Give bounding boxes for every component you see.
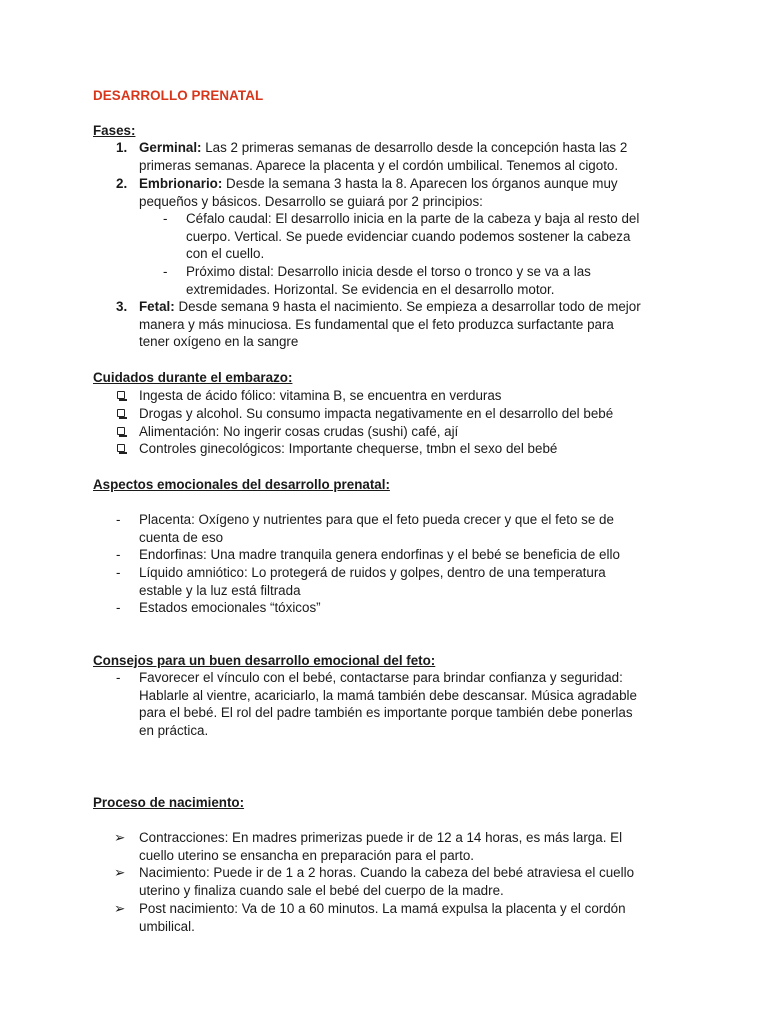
list-item-text: manera y más minuciosa. Es fundamental que el feto produzca surfactante para: [139, 316, 614, 332]
list-item-favorecer-vinculo: [139, 669, 637, 739]
list-item-post-nacimiento: [139, 900, 626, 935]
list-item-text: uterino y finaliza cuando sale el bebé del cuerpo de la madre.: [139, 882, 504, 898]
list-item-text: tener oxígeno en la sangre: [139, 334, 299, 350]
list-item-text: cuenta de eso: [139, 529, 224, 545]
section-heading-cuidados: Cuidados durante el embarazo:: [93, 370, 293, 385]
list-item-text: Desde semana 9 hasta el nacimiento. Se empieza a desarrollar todo de mejor: [174, 299, 641, 314]
list-item-text: en práctica.: [139, 722, 209, 738]
list-item-text: Las 2 primeras semanas de desarrollo desde la concepción hasta las 2: [201, 140, 628, 155]
list-item-text: pequeños y básicos. Desarrollo se guiará por 2 principios:: [139, 193, 483, 209]
term-label: Fetal:: [139, 299, 175, 314]
list-item-text: umbilical.: [139, 918, 195, 934]
list-item: Alimentación: No ingerir cosas crudas (sushi) café, ají: [139, 424, 459, 439]
list-marker: -: [116, 670, 121, 685]
list-item: Ingesta de ácido fólico: vitamina B, se encuentra en verduras: [139, 388, 502, 403]
list-number: 1.: [116, 140, 128, 155]
arrow-bullet-icon: ➢: [114, 865, 126, 880]
list-item-text: Próximo distal: Desarrollo inicia desde el torso o tronco y se va a las: [186, 264, 591, 279]
list-item-embrionario: [139, 175, 618, 210]
list-marker: -: [116, 547, 121, 562]
sub-list-item-cefalo-caudal: [186, 210, 639, 263]
list-item-text: con el cuello.: [186, 246, 265, 262]
checkbox-bullet-icon: [117, 409, 125, 417]
section-heading-aspectos: Aspectos emocionales del desarrollo prenatal:: [93, 477, 390, 492]
list-item-text: Hablarle al vientre, acariciarlo, la mamá también debe descansar. Música agradable: [139, 687, 637, 703]
list-item-text: primeras semanas. Aparece la placenta y el cordón umbilical. Tenemos al cigoto.: [139, 157, 619, 173]
list-item: Drogas y alcohol. Su consumo impacta negativamente en el desarrollo del bebé: [139, 406, 614, 421]
list-item-text: estable y la luz está filtrada: [139, 582, 301, 598]
list-item-estados-emocionales: [139, 599, 321, 617]
checkbox-bullet-icon: [117, 391, 125, 399]
list-marker: -: [116, 512, 121, 527]
list-item-text: Céfalo caudal: El desarrollo inicia en la parte de la cabeza y baja al resto del: [186, 211, 640, 226]
term-label: Embrionario:: [139, 176, 223, 191]
list-item-text: extremidades. Horizontal. Se evidencia en el desarrollo motor.: [186, 281, 555, 297]
list-item-nacimiento: [139, 864, 634, 899]
checkbox-bullet-icon: [117, 444, 125, 452]
list-item-germinal: [139, 139, 627, 174]
list-item-liquido-amniotico: [139, 564, 606, 599]
list-marker: -: [163, 264, 168, 279]
list-marker: -: [116, 565, 121, 580]
list-item-endorfinas: [139, 546, 620, 564]
list-number: 3.: [116, 299, 128, 314]
list-item-contracciones: [139, 829, 622, 864]
section-heading-proceso: Proceso de nacimiento:: [93, 795, 245, 810]
list-item-text: Placenta: Oxígeno y nutrientes para que el feto pueda crecer y que el feto se de: [139, 512, 614, 527]
list-item-text: Líquido amniótico: Lo protegerá de ruidos y golpes, dentro de una temperatura: [139, 565, 606, 580]
list-item: Controles ginecológicos: Importante chequerse, tmbn el sexo del bebé: [139, 441, 558, 456]
list-item-placenta: [139, 511, 614, 546]
list-item-text: cuerpo. Vertical. Se puede evidenciar cuando podemos sostener la cabeza: [186, 228, 631, 244]
list-item-text: Endorfinas: Una madre tranquila genera endorfinas y el bebé se beneficia de ello: [139, 547, 620, 562]
arrow-bullet-icon: ➢: [114, 830, 126, 845]
section-heading-consejos: Consejos para un buen desarrollo emocional del feto:: [93, 653, 436, 668]
checkbox-bullet-icon: [117, 427, 125, 435]
list-marker: -: [116, 600, 121, 615]
list-item-text: Nacimiento: Puede ir de 1 a 2 horas. Cuando la cabeza del bebé atraviesa el cuello: [139, 865, 635, 880]
list-marker: -: [163, 211, 168, 226]
arrow-bullet-icon: ➢: [114, 901, 126, 916]
list-item-text: Favorecer el vínculo con el bebé, contactarse para brindar confianza y seguridad:: [139, 670, 623, 685]
list-item-text: Desde la semana 3 hasta la 8. Aparecen los órganos aunque muy: [222, 176, 618, 191]
list-item-fetal: [139, 298, 641, 351]
term-label: Germinal:: [139, 140, 202, 155]
sub-list-item-proximo-distal: [186, 263, 591, 298]
list-item-text: cuello uterino se ensancha en preparación para el parto.: [139, 847, 474, 863]
list-item-text: Estados emocionales “tóxicos”: [139, 600, 321, 615]
list-item-text: Contracciones: En madres primerizas puede ir de 12 a 14 horas, es más larga. El: [139, 830, 623, 845]
list-number: 2.: [116, 176, 128, 191]
list-item-text: Post nacimiento: Va de 10 a 60 minutos. La mamá expulsa la placenta y el cordón: [139, 901, 626, 916]
list-item-text: para el bebé. El rol del padre también es importante porque también debe ponerlas: [139, 705, 633, 721]
document-title: DESARROLLO PRENATAL: [93, 88, 264, 103]
section-heading-fases: Fases:: [93, 123, 136, 138]
